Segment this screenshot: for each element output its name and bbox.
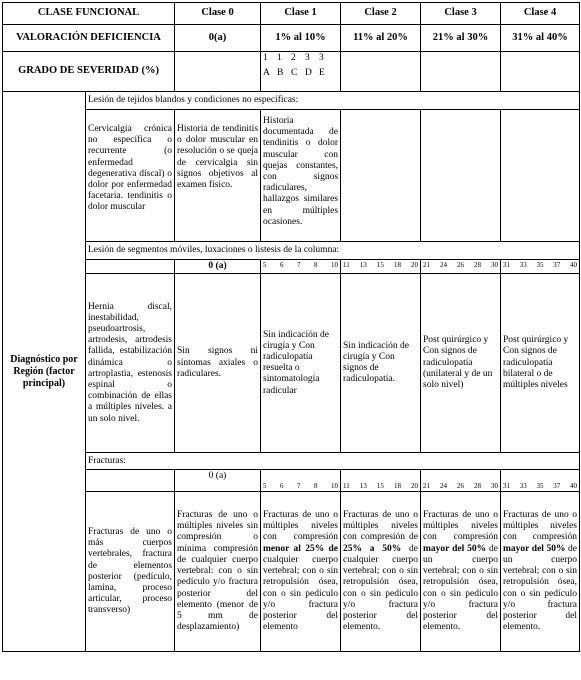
valoracion-1: 1% al 10%: [261, 25, 341, 52]
section-3-clase-1: Fracturas de uno o múltiples niveles con compresión menor al 25% de cualquier cuerpo vertebral; con o sin retropulsión ósea, con o sin pedículo y/o fractura posterior del elemento: [261, 492, 341, 652]
section-3-clase-0: Fracturas de uno o múltiples niveles sin compresión o mínima compresión de cualquier cuerpo vertebral: con o sin pedículo y/o fractura posterior del elemento (menor de 5 mm de desplazamiento): [175, 492, 261, 652]
section-3-grade-4: 31 33 35 37 40: [501, 470, 580, 492]
grado-label: GRADO DE SEVERIDAD (%): [3, 52, 175, 92]
section-3-grade-2: 11 13 15 18 20: [341, 470, 421, 492]
severity-table: [2, 2, 580, 652]
section-2-grade-4: 31 33 35 37 40: [501, 260, 580, 274]
section-2-grade-1: 5 6 7 8 10: [261, 260, 341, 274]
valoracion-4: 31% al 40%: [501, 25, 580, 52]
section-3-clase-4: Fracturas de uno o múltiples niveles con compresión mayor del 50% de un cuerpo vertebral; con o sin retropulsión ósea, con o sin pedículo y/o fractura posterior del elemento.: [501, 492, 580, 652]
section-1-clase-0: Historia de tendinitis o dolor muscular en resolución o se queja de cervicalgia sin signos objetivos al examen físico.: [175, 110, 261, 242]
section-2-clase-3: Post quirúrgico y Con signos de radiculopatía (unilateral y de un solo nivel): [421, 274, 501, 453]
section-2-clase-2: Sin indicación de cirugía y Con signos de radiculopatía.: [341, 274, 421, 453]
section-1-clase-4: [501, 110, 580, 242]
diagnostico-label: Diagnóstico por Región (factor principal): [3, 92, 86, 652]
section-1-clase-1: Historia documentada de tendinitis o dolor muscular con quejas constantes, con signos radiculares, hallazgos similares en múltiples ocasiones.: [261, 110, 341, 242]
grado-1-cell: [261, 52, 341, 92]
grado-4-cell: [501, 52, 580, 92]
grado-letters: A B C D E: [263, 67, 325, 78]
grado-2-cell: [341, 52, 421, 92]
clase-1-header: Clase 1: [261, 3, 341, 25]
valoracion-2: 11% al 20%: [341, 25, 421, 52]
section-1-title: Lesión de tejidos blandos y condiciones no específicas:: [86, 92, 580, 110]
valoracion-0: 0(a): [175, 25, 261, 52]
section-2-title: Lesión de segmentos móviles, luxaciones o listesis de la columna:: [86, 242, 580, 260]
section-1-title-row: [3, 92, 580, 110]
section-2-clase-0: Sin signos ni síntomas axiales o radiculares.: [175, 274, 261, 453]
section-3-grade-empty: [86, 470, 175, 492]
section-2-grade-row: [3, 260, 580, 274]
valoracion-label: VALORACIÓN DEFICIENCIA: [3, 25, 175, 52]
grado-3-cell: [421, 52, 501, 92]
section-3-content-row: [3, 492, 580, 652]
clase-0-header: Clase 0: [175, 3, 261, 25]
header-row-grado: [3, 52, 580, 92]
section-2-description: Hernia discal, inestabilidad, pseudoartrosis, artrodesis, artrodesis fallida, estabilización dinámica o artroplastia, estenosis espinal o combinación de ellas a múltiples niveles. a un solo nivel.: [86, 274, 175, 453]
grado-0-cell: [175, 52, 261, 92]
clase-3-header: Clase 3: [421, 3, 501, 25]
clase-funcional-label: CLASE FUNCIONAL: [3, 3, 175, 25]
section-1-clase-3: [421, 110, 501, 242]
section-3-description: Fracturas de uno o más cuerpos vertebrales, fractura de elementos posterior (pedículo, lamina, proceso articular, proceso transverso): [86, 492, 175, 652]
section-2-clase-1: Sin indicación de cirugía y Con radiculopatía resuelta o sintomatología radicular: [261, 274, 341, 453]
section-2-grade-3: 21 24 26 28 30: [421, 260, 501, 274]
section-2-clase-4: Post quirúrgico y Con signos de radiculopatía bilateral o de múltiples niveles: [501, 274, 580, 453]
section-3-title-row: [3, 453, 580, 470]
section-2-grade-0: 0 (a): [175, 260, 261, 274]
section-2-grade-2: 11 13 15 18 20: [341, 260, 421, 274]
section-1-description: Cervicalgia crónica no específica o recurrente (o enfermedad degenerativa discal) o dolor por enfermedad facetaria. tendinitis o dolor muscular: [86, 110, 175, 242]
section-2-content-row: [3, 274, 580, 453]
header-row-valoracion: [3, 25, 580, 52]
grado-numbers: 1 1 2 3 3: [263, 53, 324, 63]
section-2-title-row: [3, 242, 580, 260]
clase-4-header: Clase 4: [501, 3, 580, 25]
section-3-title: Fracturas:: [86, 453, 580, 470]
section-3-grade-row: [3, 470, 580, 492]
section-2-grade-empty: [86, 260, 175, 274]
section-3-grade-0: 0 (a): [175, 470, 261, 492]
section-1-clase-2: [341, 110, 421, 242]
header-row-clase: [3, 3, 580, 25]
section-1-content-row: [3, 110, 580, 242]
section-3-grade-1: 5 6 7 8 10: [261, 470, 341, 492]
section-3-clase-2: Fracturas de uno o múltiples niveles con compresión de 25% a 50% de cualquier cuerpo vertebral; con o sin retropulsión ósea, con o sin pedículo y/o fractura posterior del elemento.: [341, 492, 421, 652]
section-3-grade-3: 21 24 26 28 30: [421, 470, 501, 492]
valoracion-3: 21% al 30%: [421, 25, 501, 52]
section-3-clase-3: Fracturas de uno o múltiples niveles con compresión mayor del 50% de un cuerpo vertebral; con o sin retropulsión ósea, con o sin pedículo y/o fractura posterior del elemento.: [421, 492, 501, 652]
clase-2-header: Clase 2: [341, 3, 421, 25]
